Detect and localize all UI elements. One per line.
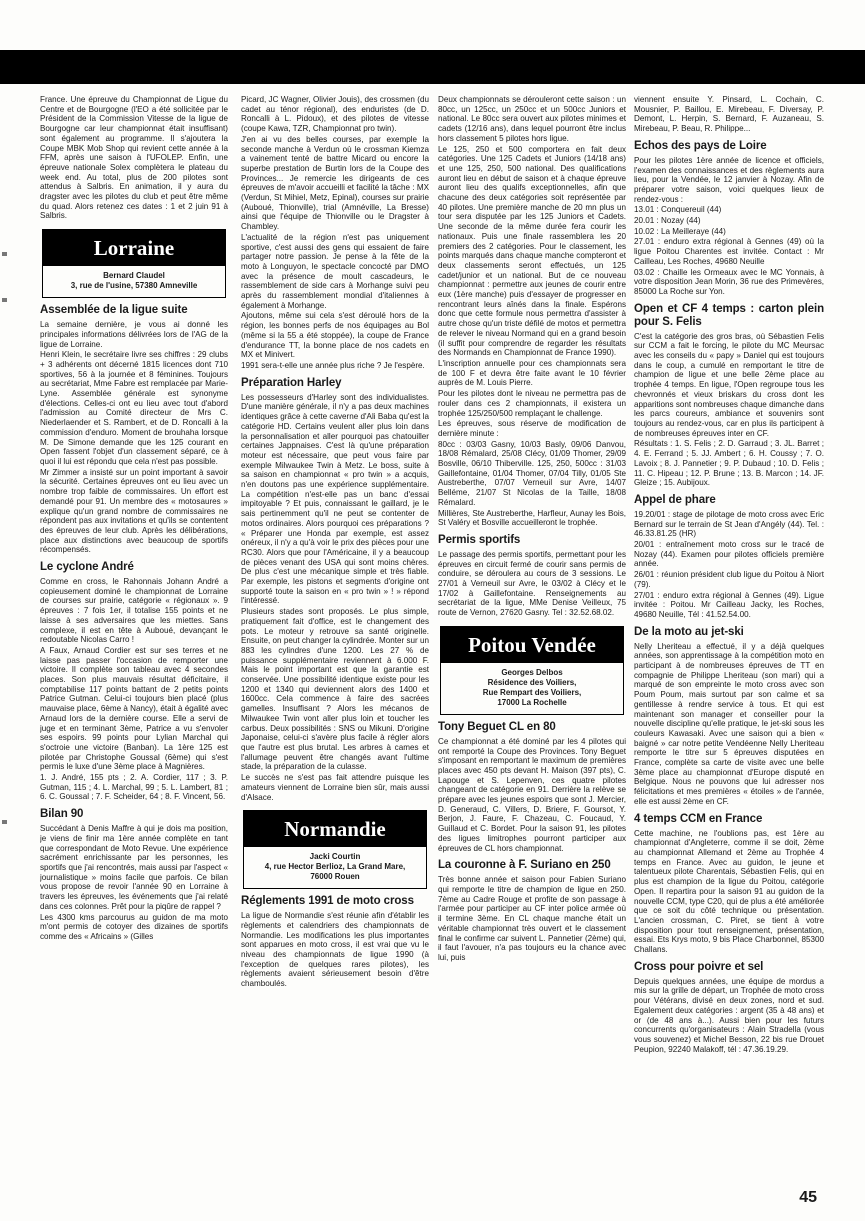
banner-title: Lorraine xyxy=(43,230,225,266)
article-heading: Cross pour poivre et sel xyxy=(634,960,764,973)
paragraph: Pour les pilotes 1ère année de licence et officiels, l'examen des connaissances et des règlements aura lieu, pour la Vendée, le 12 janvier à Nozay. Afin de préparer votre saison, voici quelques lieux de rendez-vous : xyxy=(634,155,824,204)
article-heading: Bilan 90 xyxy=(40,808,84,821)
article-heading: Echos des pays de Loire xyxy=(634,139,767,152)
correspondent-address: 76000 Rouen xyxy=(310,872,360,882)
article-heading: De la moto au jet-ski xyxy=(634,625,744,638)
paragraph: Picard, JC Wagner, Olivier Jouis), des crossmen (du cadet au ténor régional), des enduristes (de D. Roncalli à L. Pidoux), et des pilotes de vitesse (coupe Kawa, TZR, Championnat pro twin). xyxy=(241,95,429,134)
article-heading: 4 temps CCM en France xyxy=(634,812,763,825)
correspondent-name: Jacki Courtin xyxy=(309,852,361,862)
date-line: 20/01 : entraînement moto cross sur le tracé de Nozay (44). Examen pour pilotes officiels première année. xyxy=(634,540,824,569)
correspondent-address: 4, rue Hector Berlioz, La Grand Mare, xyxy=(264,862,406,872)
paragraph: Millières, Ste Austreberthe, Harfleur, Aunay les Bois, St Valéry et Bosville accueilleront le trophée. xyxy=(438,508,626,528)
paragraph: Ajoutons, même sui cela s'est déroulé hors de la région, les bonnes perfs de nos équipages au Bol (même si la 55 a été stoppée), la coupe de France d'endurance TT, la bonne place de nos cadets en MX et Minivert. xyxy=(241,311,429,360)
date-line: 26/01 : réunion président club ligue du Poitou à Niort (79). xyxy=(634,570,824,589)
paragraph: A Faux, Arnaud Cordier est sur ses terres et ne laisse pas passer l'occasion de remporter une victoire. Il complète son tableau avec 4 secondes places. Son plus mauvais résultat déficitaire, il comptabilise 117 points battant de 2 petits points Patrice Gutman. Celui-ci toujours bien placé (plus mauvaise place, 6ème à Nancy), était à égalité avec Arnaud lors de la dernière course. Elle a servi de juge et en terminant 3ème, Patrice a vu s'envoler ses espoirs. 99 points pour Lylian Marchal qui s'octroie une victoire (Banban). La 1ère 125 est pilotée par Christophe Goussal (6ème) qui s'est permis le luxe d'une 3ème place à Magnières. xyxy=(40,645,228,772)
paragraph: Depuis quelques années, une équipe de mordus a mis sur la grille de départ, un Trophée de moto cross pour Vétérans, divisé en deux zones, nord et sud. Egalement deux catégories : argent (35 à 48 ans) et or (de 48 ans à...). Aussi bien pour les futurs concurrents qu'organisateurs : Alain Stradella (vous vous souvenez) et Michel Besson, 22 bis rue Drouet Peupion, 92240 Malakoff, tél : 47.36.19.29. xyxy=(634,976,824,1054)
paragraph: Le passage des permis sportifs, permettant pour les épreuves en circuit fermé de courir sans permis de conduire, se déroulera au cours de 3 sessions. Le 27/01 à Verneuil sur Avre, le 03/02 à Clécy et le 17/02 à Gaillefontaine. Renseignements au secrétariat de la ligue, MMe Denise Veilleux, 75 route de Vernon, 27620 Gasny. Tel : 32.52.68.02. xyxy=(438,549,626,618)
article-heading: Appel de phare xyxy=(634,493,716,506)
banner-title: Normandie xyxy=(244,811,426,847)
correspondent-name: Georges Delbos xyxy=(501,667,563,677)
paragraph: Cette machine, ne l'oublions pas, est 1ère au championnat d'Angleterre, comme il se doit, 2ème au championnat Allemand et 2ème au Trophée 4 temps en France. Avec au guidon, le jeune et talentueux pilote Charentais, Sébastien Felis, qui en plus est champion de la ligue du Poitou, catégorie Open. Il repartira pour la saison 91 au guidon de la nouvelle CCM, type C20, qui de plus a été améliorée que ce soit du côté technique ou présentation. L'ancien crossman, C. Piret, se tient à votre disposition pour tout renseignement, présentation, essai. Ets Krys moto, 9 bis Place Charbonnel, 85300 Challans. xyxy=(634,828,824,955)
header-bar xyxy=(0,50,865,84)
margin-mark xyxy=(2,252,7,256)
paragraph: L'inscription annuelle pour ces championnats sera de 100 F et devra être faite avant le 10 février auprès de M. Louis Pierre. xyxy=(438,358,626,388)
column-3 xyxy=(438,95,626,964)
correspondent-address: Résidence des Voiliers, xyxy=(487,677,577,687)
paragraph: C'est la catégorie des gros bras, où Sébastien Felis sur CCM a fait le forcing, le pilote du MC Meursac avec les conseils du « papy » Daniel qui est toujours dans le coup, a cumulé en remportant le titre de champion de ligue et une belle 2ème place au trophée 4 temps. En ligue, l'Open regroupe tous les chevronnés et vieux briskars du cross dont les apparitions sont nombreuses chaque dimanche dans les parcs coureurs, ambiance et souvenirs sont toujours au rendez-vous, car en plus ils participent à de nombreuses épreuves inter en CF. xyxy=(634,331,824,438)
column-2 xyxy=(241,95,429,990)
article-heading: Tony Beguet CL en 80 xyxy=(438,720,556,733)
paragraph: Très bonne année et saison pour Fabien Suriano qui remporte le titre de champion de ligue en 250. 7ème au Cadre Rouge et profite de son passage à l'armée pour participer au CF inter police armée où il termine 3ème. En CL chaque manche était un véritable championnat très ouvert et le classement final le confirme car suivent L. Pannetier (2ème) qui, il faut l'avouer, n'a pas toujours eu la chance avec lui, puis xyxy=(438,875,626,962)
paragraph: L'actualité de la région n'est pas uniquement sportive, c'est aussi des gens qui essaient de faire partager notre passion. Je pense à la fête de la moto à Longuyon, le spectacle concocté par DMO avec la présence de moult cascadeurs, le rassemblement de side cars à Morhange suivi peu après du rassemblement mondial d'italiennes à également à Morhange. xyxy=(241,232,429,310)
column-4 xyxy=(634,95,824,1055)
margin-mark xyxy=(2,298,7,302)
date-line: 27.01 : enduro extra régional à Gennes (49) où la ligue Poitou Charentes est invitée. Contact : Mr Cailleau, Les Roches, 49680 Neuille xyxy=(634,237,824,266)
date-line: 27/01 : enduro extra régional à Gennes (49). Ligue invitée : Poitou. Mr Cailleau Jacky, les Roches, 49680 Neuille, Tél : 41.52.54.00. xyxy=(634,590,824,619)
region-banner-normandie xyxy=(243,810,427,889)
paragraph: Ce championnat a été dominé par les 4 pilotes qui ont remporté la Coupe des Provinces. Tony Beguet s'imposant en remportant le maximum de premières places avec 450 pts devant H. Maison (397 pts), C. Lapouge et S. Lepenven, ces quatre pilotes changeant de catégorie en 91. Derrière la relève se prépare avec les jeunes espoirs que sont J. Mercier, D. Generaud, C. Villers, D. Briere, F. Goursot, Y. Berjon, J. Faure, F. Chazeau, C. Foucaud, Y. Guillaud et C. Bordet. Pour la saison 91, les pilotes des ligues limitrophes pourront participer aux épreuves de CL hors championnat. xyxy=(438,736,626,853)
date-line: 10.02 : La Meilleraye (44) xyxy=(634,226,726,236)
paragraph: La semaine dernière, je vous ai donné les principales informations délivrées lors de l'AG de la ligue de Lorraine. xyxy=(40,320,228,349)
article-heading: La couronne à F. Suriano en 250 xyxy=(438,859,611,872)
paragraph: Plusieurs stades sont proposés. Le plus simple, pratiquement fait d'office, est le changement des pots. Le moteur y retrouve sa santé originelle. Ensuite, on peut changer la cylindrée. Monter sur un 883 les cylindres d'une 1200. Les 27 % de puissance supplémentaire reviennent à 6.000 F. Mais le point important est que la garantie est conservée. Une possibilité identique existe pour les 1200 et 1340 qui deviennent alors des 1400 et 1600cc. Cela commence à faire des sacrées gamelles. Insuffisant ? Alors les mécanos de Milwaukee Twin vont aller plus loin et toucher les carbus. Deux possibilités : SNS ou Mikuni. D'origine Japonaise, celui-ci s'avère plus facile à régler alors que l'autre est plus brutal. Les arbres à cames et l'allumage peuvent être changés avant l'ultime stade, la préparation de la culasse. xyxy=(241,607,429,772)
correspondent-address: 17000 La Rochelle xyxy=(497,697,567,707)
paragraph: Henri Klein, le secrétaire livre ses chiffres : 29 clubs + 3 adhérents ont décerné 1815 licences dont 710 sportives, 56 à la journée et 8 féminines. Toujours au secrétariat, Mme Fabre est remplacée par Marie-Lyne. Assemblée générale est synonyme d'élections. Celles-ci ont eu lieu avec tout d'abord l'admission au Comité directeur de Mrs C. Niederlaender et S. Rambert, et de D. Roncalli à la commission d'enduro. Moment de brouhaha lorsque M. De Simone demande que les 125 courant en Open fassent l'objet d'un classement séparé, ce à quoi il lui est répondu que cela n'est pas possible. xyxy=(40,350,228,466)
article-heading: Préparation Harley xyxy=(241,376,342,389)
date-line: 19.20/01 : stage de pilotage de moto cross avec Eric Bernard sur le terrain de St Jean d'Angély (44). Tel. : 46.33.81.25 (HR) xyxy=(634,509,824,539)
margin-mark xyxy=(2,820,7,824)
paragraph: France. Une épreuve du Championnat de Ligue du Centre et de Bourgogne (l'EO a été sollicitée par le Président de la Commission Vitesse de la ligue de Bourgogne car leur championnat était insuffisant) sont également au programme. Il s'ajoutera la Coupe MBK Mob Shop qui revient cette année à la FFM, après une saison à l'UFOLEP. Enfin, une épreuve nationale Solex complètera le plateau du week end. Au total, plus de 200 pilotes sont attendus à Salbris. En animation, il y aura du dragster avec les pilotes du club et peut être même du quad. Alors retenez ces dates : 1 et 2 juin 91 à Salbris. xyxy=(40,95,228,221)
paragraph: Succédant à Denis Maffre à qui je dois ma position, je viens de finir ma 1ère année complète en tant que correspondant de Moto Revue. Une expérience sacrément enrichissante par les personnes, les sportifs que j'ai rencontrés, mais aussi par l'aspect « journalistique » moins facile que parfois. Ce bilan vous propose de revoir l'année 90 en Lorraine à travers les épreuves, les événements que j'ai relaté dans ces colonnes. Prêt pour la piqûre de rappel ? xyxy=(40,824,228,911)
paragraph: Le 125, 250 et 500 comportera en fait deux catégories. Une 125 Cadets et Juniors (14/18 ans) et une 125, 250, 500 national. Des qualifications auront lieu en début de saison et à chaque épreuve auront lieu des qualifs exceptionnelles, afin que chacune des deux catégories soit représentée par 40 pilotes. Une première manche de 20 mn plus un tour sera disputée par les 125 Juniors et Cadets. Une seconde de la même durée fera courir les nationaux. Puis une finale rassemblera les 20 premiers des 2 catégories. Pour le classement, les points marqués dans chaque manche compteront et deux classements seront effectués, un 125 cadet/junior et un national. But de ce nouveau championnat : permettre aux jeunes de courir entre eux (1ère manche) puis d'essayer de progresser en rencontrant leurs aînés dans la finale. Espérons donc que cette formule nous permettra d'assister à autre chose qu'un triste défilé de motos et permettra de relever le niveau Normand qui en a grand besoin (il suffit pour comprendre de regarder les résultats des Normands en Championnat de France 1990). xyxy=(438,144,626,358)
region-banner-poitou-vendee xyxy=(440,626,624,715)
paragraph: J'en ai vu des belles courses, par exemple la seconde manche à Verdun où le crossman Kiemza a vainement tenté de battre Micard ou encore la superbe prestation de Burtin lors de la Coupe des Provinces... Je remercie les dirigeants de ces épreuves de m'avoir accueilli et facilité la tâche : MX (Verdun, St Mihiel, Metz, Epinal), courses sur prairie (Auboué, Thionville), trial (Amnéville, La Bresse) ainsi que l'équipe de Thionville ou le Dragster à Chambley. xyxy=(241,134,429,232)
paragraph: viennent ensuite Y. Pinsard, L. Cochain, C. Mousnier, P. Baillou, E. Mirebeau, F. Diversay, P. Demont, L. Herpin, S. Bernard, F. Auzaneau, S. Mirebeau, P. Beau, R. Philippe... xyxy=(634,95,824,134)
paragraph: Nelly Lheriteau a effectué, il y a déjà quelques années, son apprentissage à la compétition moto en participant à de nombreuses épreuves de TT en compagnie de Philippe Lheriteau (son mari) qui a marqué de son empreinte le moto cross avec son Poum Poum, mais surtout par son calme et sa gentillesse à rendre service à tous. Et qui est maintenant son manager et conseiller pour la nouvelle discipline qu'elle pratique, le jet-ski sous les couleurs Kawasaki. Avec une saison qui a bien « baigné » car notre petite Vendéenne Nelly Lheriteau remporte le titre sur 5 épreuves disputées en France, complète sa carte de visite avec une belle 3ème place au championnat d'Europe disputé en Belgique. Nous ne pouvons que lui adresser nos félicitations et mes premières « étoiles » de l'année, elle est aussi 2ème en CF. xyxy=(634,641,824,806)
date-line: 13.01 : Conquereuil (44) xyxy=(634,205,722,215)
date-line: 20.01 : Nozay (44) xyxy=(634,216,701,226)
paragraph: Le succès ne s'est pas fait attendre puisque les amateurs viennent de Lorraine bien sûr, mais aussi d'Alsace. xyxy=(241,773,429,802)
region-banner-lorraine xyxy=(42,229,226,298)
article-heading: Permis sportifs xyxy=(438,533,521,546)
column-1 xyxy=(40,95,228,943)
paragraph: 1991 sera-t-elle une année plus riche ? Je l'espère. xyxy=(241,360,425,370)
paragraph: Deux championnats se dérouleront cette saison : un 80cc, un 125cc, un 250cc et un 500cc Juniors et national. Le 80cc sera ouvert aux pilotes minimes et cadets (12/16 ans), dans lequel pourront être inclus hors classement 5 pilotes hors ligue. xyxy=(438,95,626,143)
paragraph: Comme en cross, le Rahonnais Johann André a copieusement dominé le championnat de Lorraine de courses sur prairie, catégorie « régionaux ». 9 épreuves : 7 fois 1er, il totalise 155 points et ne laisse à ses adversaires que les miettes. Sans complexe, il est en tête à Auboué, devançant le redoutable Nicolas Carro ! xyxy=(40,577,228,645)
results-paragraph: 1. J. André, 155 pts ; 2. A. Cordier, 117 ; 3. P. Gutman, 115 ; 4. L. Marchal, 99 ; 5. L. Lambert, 81 ; 6. C. Goussal ; 7. F. Scheider, 64 ; 8. F. Vincent, 56. xyxy=(40,773,228,802)
paragraph: Les possesseurs d'Harley sont des individualistes. D'une manière générale, il n'y a pas deux machines identiques grâce à cette caverne d'Ali Baba qu'est la catégorie HD. Certains veulent aller plus loin dans la personnalisation et aller pourquoi pas chatouiller certaines Jappnaises. C'est là qu'une préparation moteur est nécessaire, que peut vous faire par exemple Milwaukee Twin à Metz. Le boss, suite à sa saison en championnat « pro twin » a acquis, n'en doutons pas une expérience supplémentaire. La compétition n'est-elle pas un banc d'essai impitoyable ? Et puis, connaissant le gaillard, je le sais pertinemment qu'il ne peut se contenter de motos ordinaires. Alors pourquoi ces préparations ? « Préparer une Honda par exemple, est assez onéreux, il n'y a qu'à voir le prix des pièces pour une RC30. Alors que pour l'Américaine, il y a beaucoup de pièces venant des USA qui sont moins chères. De plus c'est une mécanique simple et très fiable. Par exemple, les pistons et segments d'origine ont supporté toute la saison en « pro twin » ! » répond l'intéressé. xyxy=(241,392,429,606)
banner-title: Poitou Vendée xyxy=(441,627,623,663)
paragraph: La ligue de Normandie s'est réunie afin d'établir les règlements et calendriers des championnats de Normandie. Les modifications les plus importantes sont apparues en moto cross, il est vrai que vu le niveau des championnats de ligue 1990 (à l'exception de quelques rares pilotes), les règlements avaient sérieusement besoin d'être chamboulés. xyxy=(241,911,429,989)
page-number: 45 xyxy=(799,1189,817,1206)
article-heading: Assemblée de la ligue suite xyxy=(40,304,188,317)
article-heading: Le cyclone André xyxy=(40,561,134,574)
date-line: 03.02 : Chaille les Ormeaux avec le MC Yonnais, à votre disposition Jean Morin, 36 rue des Primevères, 85000 La Roche sur Yon. xyxy=(634,267,824,296)
paragraph: Mr Zimmer a insisté sur un point important à savoir la sécurité. Certaines épreuves ont eu lieu avec un nombre trop faible de commissaires. Un effort est demandé pour 91. Un membre des « motosaures » explique qu'un grand nombre de commissaires ne répondent pas aux invitations et qu'ils se contentent des épreuves de leur club. Après les délibérations, place aux distinctions avec beaucoup de sportifs récompensés. xyxy=(40,467,228,555)
calendar-paragraph: 80cc : 03/03 Gasny, 10/03 Basly, 09/06 Danvou, 18/08 Rémalard, 25/08 Clécy, 01/09 Thomer, 29/09 Bosville, 06/10 Thiberville. 125, 250, 500cc : 31/03 Gaillefontaine, 01/04 Thomer, 07/04 Tilly, 01/05 Ste Austreberthe, 07/07 Verneuil sur Avre, 14/07 Belléme, 21/07 St Nicolas de la Taille, 18/08 Rémalard. xyxy=(438,439,626,507)
correspondent-address: 3, rue de l'usine, 57380 Amneville xyxy=(70,281,198,291)
paragraph: Les 4300 kms parcourus au guidon de ma moto m'ont permis de cotoyer des dizaines de sportifs comme des « Africains » (Gilles xyxy=(40,912,228,941)
article-heading: Open et CF 4 temps : carton plein pour S. Felis xyxy=(634,302,824,328)
results-paragraph: Résultats : 1. S. Felis ; 2. D. Garraud ; 3. JL. Barret ; 4. E. Ferrand ; 5. JJ. Ambert ; 6. H. Coussy ; 7. O. Lavoix ; 8. J. Pannetier ; 9. P. Dubaud ; 10. D. Felis ; 11. C. Hipeau ; 12. P. Brune ; 13. B. Marcon ; 14. JF. Gleize ; 15. Aubijoux. xyxy=(634,439,824,488)
correspondent-name: Bernard Claudel xyxy=(103,271,165,281)
correspondent-address: Rue Rempart des Voiliers, xyxy=(482,687,582,697)
article-heading: Réglements 1991 de moto cross xyxy=(241,895,414,908)
paragraph: Les épreuves, sous réserve de modification de dernière minute : xyxy=(438,419,626,438)
paragraph: Pour les pilotes dont le niveau ne permettra pas de rouler dans ces 2 championnats, il existera un trophée 125/250/500 remplaçant le challenge. xyxy=(438,389,626,418)
